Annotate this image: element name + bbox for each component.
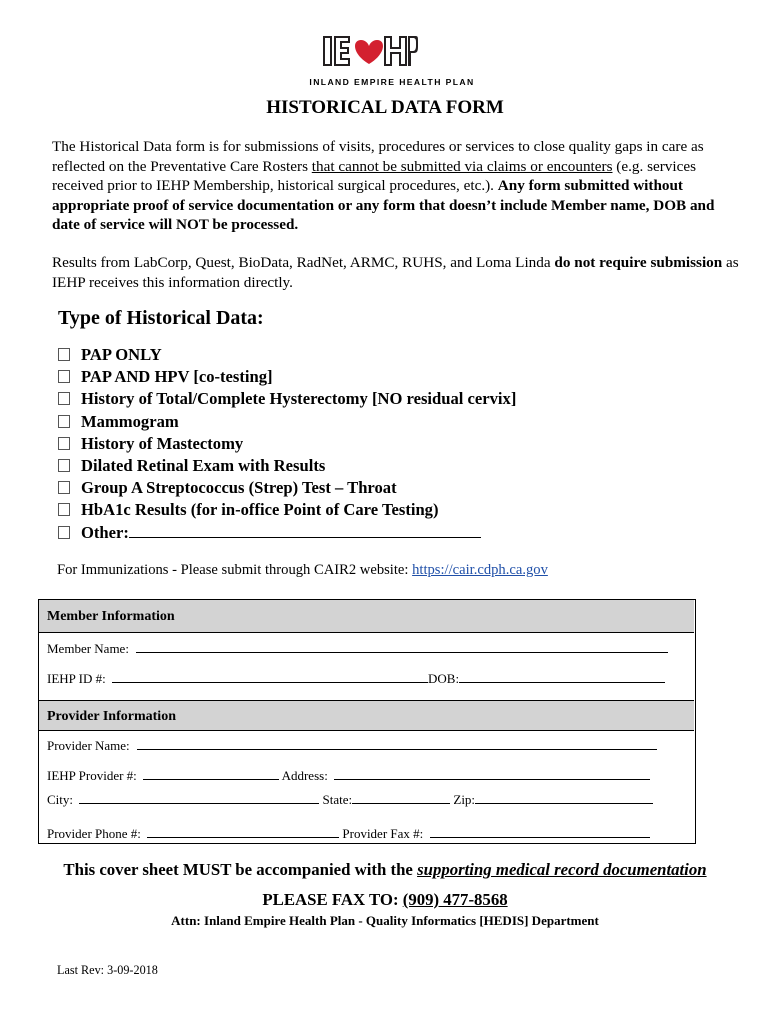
- checkbox[interactable]: [58, 415, 70, 428]
- type-heading: Type of Historical Data:: [58, 307, 264, 329]
- city-field[interactable]: [79, 791, 319, 804]
- type-item-hba1c[interactable]: HbA1c Results (for in-office Point of Care Testing): [57, 499, 516, 521]
- intro-warning: Any form submitted without appropriate proof of service documentation or any form that doesn’t include Member name, DOB and date of service will NOT be processed.: [52, 177, 715, 234]
- state-field[interactable]: [352, 791, 450, 804]
- checkbox[interactable]: [58, 526, 70, 539]
- provider-city-row: City: State: Zip:: [47, 791, 653, 808]
- checkbox[interactable]: [58, 392, 70, 405]
- iehp-logo: [322, 34, 418, 68]
- provider-phone-row: Provider Phone #: Provider Fax #:: [47, 825, 650, 842]
- dob-field[interactable]: [459, 670, 665, 683]
- cover-sheet-note: This cover sheet MUST be accompanied with the supporting medical record documentation: [63, 860, 707, 879]
- checkbox[interactable]: [58, 370, 70, 383]
- iehp-logo-mark: [322, 34, 418, 68]
- fax-number: (909) 477-8568: [402, 890, 508, 909]
- member-name-field[interactable]: [136, 640, 668, 653]
- cair-link[interactable]: https://cair.cdph.ca.gov: [412, 562, 548, 578]
- type-item-pap-only[interactable]: PAP ONLY: [57, 344, 516, 366]
- checkbox[interactable]: [58, 459, 70, 472]
- type-item-pap-hpv[interactable]: PAP AND HPV [co-testing]: [57, 366, 516, 388]
- checkbox[interactable]: [58, 481, 70, 494]
- checkbox[interactable]: [58, 437, 70, 450]
- checkbox[interactable]: [58, 503, 70, 516]
- provider-name-row: Provider Name:: [47, 737, 657, 754]
- member-info-heading: Member Information: [39, 600, 694, 633]
- other-input[interactable]: [129, 523, 481, 538]
- provider-number-field[interactable]: [143, 767, 279, 780]
- provider-fax-field[interactable]: [430, 825, 650, 838]
- address-field[interactable]: [334, 767, 650, 780]
- provider-name-field[interactable]: [137, 737, 657, 750]
- provider-info-heading: Provider Information: [39, 700, 694, 731]
- logo-subtitle: INLAND EMPIRE HEALTH PLAN: [309, 77, 475, 87]
- member-id-row: IEHP ID #: DOB:: [47, 670, 665, 687]
- checkbox[interactable]: [58, 348, 70, 361]
- page-title: HISTORICAL DATA FORM: [266, 97, 504, 118]
- info-table: [38, 599, 696, 844]
- type-item-hysterectomy[interactable]: History of Total/Complete Hysterectomy [NO residual cervix]: [57, 388, 516, 410]
- type-item-mammogram[interactable]: Mammogram: [57, 411, 516, 433]
- iehp-id-field[interactable]: [112, 670, 428, 683]
- zip-field[interactable]: [475, 791, 653, 804]
- provider-id-row: IEHP Provider #: Address:: [47, 767, 650, 784]
- type-item-retinal-exam[interactable]: Dilated Retinal Exam with Results: [57, 455, 516, 477]
- last-revision: Last Rev: 3-09-2018: [57, 963, 158, 977]
- intro-paragraph: The Historical Data form is for submissions of visits, procedures or services to close quality gaps in care as reflected on the Preventative Care Rosters that cannot be submitted via claims or encounters (e.g. services received prior to IEHP Membership, historical surgical procedures, etc.). Any form submitted without appropriate proof of service documentation or any form that doesn’t include Member name, DOB and date of service will NOT be processed.: [52, 138, 715, 234]
- intro-underlined: that cannot be submitted via claims or encounters: [311, 157, 613, 175]
- fax-line: PLEASE FAX TO: (909) 477-8568: [262, 890, 508, 909]
- provider-phone-field[interactable]: [147, 825, 339, 838]
- member-name-row: Member Name:: [47, 640, 668, 657]
- type-item-strep-test[interactable]: Group A Streptococcus (Strep) Test – Throat: [57, 477, 516, 499]
- immunizations-note: For Immunizations - Please submit through CAIR2 website: https://cair.cdph.ca.gov: [57, 562, 548, 578]
- attn-line: Attn: Inland Empire Health Plan - Quality Informatics [HEDIS] Department: [171, 913, 599, 928]
- results-note: Results from LabCorp, Quest, BioData, RadNet, ARMC, RUHS, and Loma Linda do not require submission as IEHP receives this information directly.: [52, 254, 739, 291]
- type-item-mastectomy[interactable]: History of Mastectomy: [57, 433, 516, 455]
- type-item-other[interactable]: Other:: [57, 522, 516, 544]
- type-checklist: [57, 344, 516, 544]
